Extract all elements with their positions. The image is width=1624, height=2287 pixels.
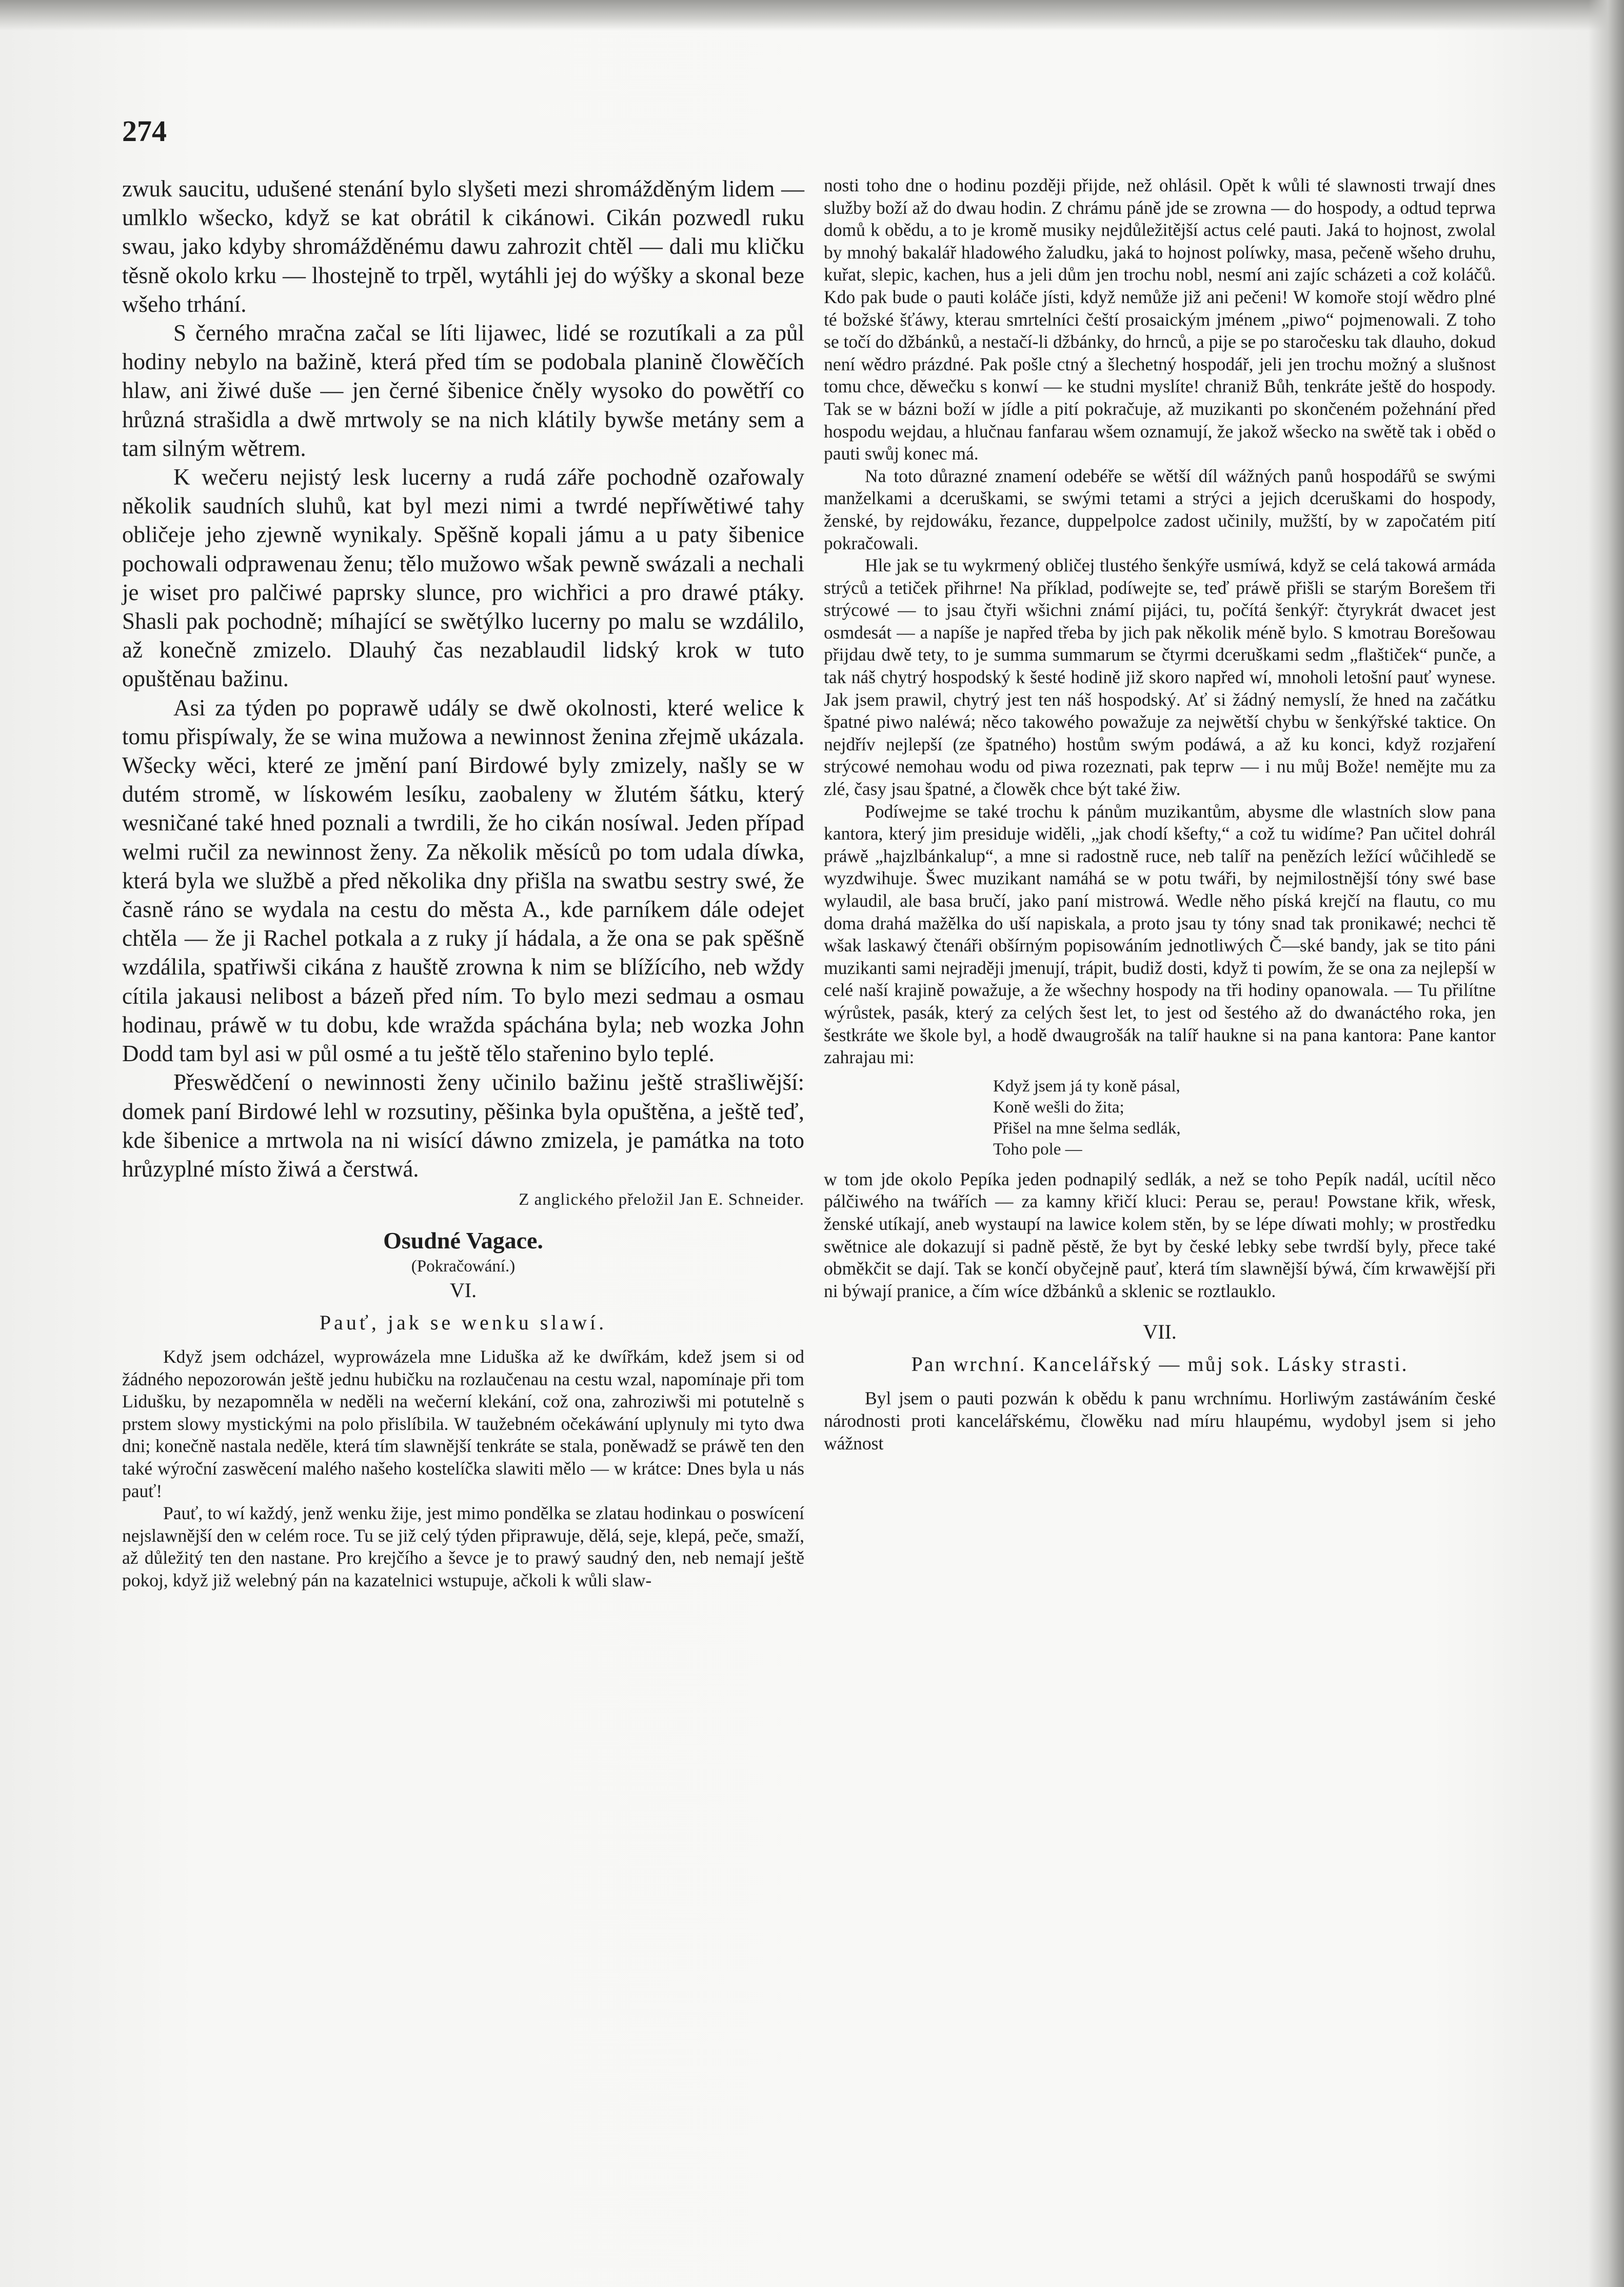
continuation-note: (Pokračowání.) xyxy=(411,1257,516,1276)
paragraph: S černého mračna začal se líti lijawec, lidé se rozutíkali a za půl hodiny nebylo na bažině, která před tím se podobala planině člowěčích hlaw, ani žiwé duše — jen černé šibenice čněly wysoko do powětří co hrůzná strašidla a dwě mrtwoly se na nich klátily bywše metány sem a tam silným wětrem. xyxy=(122,320,804,461)
paragraph: Přeswědčení o newinnosti ženy učinilo bažinu ještě strašliwější: domek paní Birdowé lehl w rozsutiny, pěšinka byla opuštěna, a ještě teď, kde šibenice a mrtwola na ni wisící dáwno zmizela, je památka na toto hrůzyplné místo žiwá a čerstwá. xyxy=(122,1069,804,1182)
verse-line: Přišel na mne šelma sedlák, xyxy=(993,1119,1181,1138)
story-ending xyxy=(122,174,804,1183)
article-body-section-vii xyxy=(824,1387,1496,1455)
paragraph: Když jsem odcházel, wyprowázela mne Liduška až ke dwířkám, kdež jsem si od žádného nepozorowán ještě jednu hubičku na rozlaučenau na cestu wzal, napomínaje při tom Lidušku, by nezapomněla w neděli na wečerní klekání, což ona, zahroziwši mi potutelně s prstem slowy mystickými na polo přislíbila. W taužebném očekáwání uplynuly mi tyto dwa dni; konečně nastala neděle, která tím slawnější tenkráte se stala, poněwadž se práwě ten den také wýroční zaswěcení malého našeho kostelíčka slawiti mělo — w krátce: Dnes byla u nás pauť! xyxy=(122,1346,804,1501)
paragraph: Pauť, to wí každý, jenž wenku žije, jest mimo pondělka se zlatau hodinkau o poswícení nejslawnější den w celém roce. Tu se již celý týden připrawuje, dělá, seje, klepá, peče, smaží, až důležitý ten den nastane. Pro krejčího a ševce je to prawý saudný den, neb nemají ještě pokoj, když již welebný pán na kazatelnici wstupuje, ačkoli k wůli slaw- xyxy=(122,1503,804,1591)
page-number: 274 xyxy=(122,114,167,148)
article-body-continued xyxy=(824,174,1496,1069)
paragraph: w tom jde okolo Pepíka jeden podnapilý sedlák, a než se toho Pepík nadál, ucítil něco pálčiwého na twářích — za kamny křičí kluci: Perau se, perau! Powstane křik, wřesk, ženské utíkají, aneb wystaupí na lawice kolem stěn, by se lépe díwati mohly; w prostředku swětnice ale dokazují si padně pěstě, že byt by české lebky sebe twrdší byly, přece také obměkčit se dají. Tak se končí obyčejně pauť, která tím slawnější býwá, čím krwawější při ni býwají pranice, a čím wíce džbánků a sklenic se roztlauklo. xyxy=(824,1168,1496,1301)
section-title: Pan wrchní. Kancelářský — můj sok. Lásky strasti. xyxy=(911,1353,1409,1376)
paragraph: Podíwejme se také trochu k pánům muzikantům, abysme dle wlastních slow pana kantora, který jim presiduje widěli, „jak chodí kšefty,“ a což tu widíme? Pan učitel dohrál práwě „hajzlbánkalup“, a mne si radostně ruce, neb talíř na penězích ležící wůčihledě se wyzdwihuje. Šwec muzikant namáhá se w potu twáři, by nejmilostnější tóny swé base wylaudil, ale basa bručí, jako paní mistrowá. Wedle něho píská krejčí na flautu, co mu doma drahá mažělka do uší napiskala, a proto jsau ty tóny snad tak pronikawé; nechci tě wšak laskawý čtenáři obšírným popisowáním jednotliwých Č—ské bandy, jak se tito páni muzikanti sami nejraději jmenují, trápit, budiž dosti, když ti powím, že se ona za nejlepší w celé naší krajině powažuje, a že wšechny hospody na tři hodiny opanowala. — Tu přilítne wýrůstek, pasák, který za celých šest let, to jest od šestého až do dwanáctého roka, jen šestkráte we škole byl, a hodě dwaugrošák na talíř haukne si na pana kantora: Pane kantor zahrajau mi: xyxy=(824,801,1496,1068)
paragraph: Na toto důrazné znamení odebéře se wětší díl wážných panů hospodářů se swými manželkami a dceruškami, se swými tetami a strýci a jejich dceruškami do hospody, ženské, by rejdowáku, řezance, duppelpolce zadost učinily, mužští, by w započatém pití pokračowali. xyxy=(824,465,1496,553)
scan-edge-top xyxy=(0,0,1624,31)
verse-line: Když jsem já ty koně pásal, xyxy=(993,1077,1180,1096)
paragraph: zwuk saucitu, udušené stenání bylo slyšeti mezi shromážděným lidem — umlklo wšecko, když se kat obrátil k cikánowi. Cikán pozwedl ruku swau, jako kdyby shromážděnému dawu zahrozit chtěl — dali mu kličku těsně okolo krku — lhostejně to trpěl, wytáhli jej do wýšky a skonal beze wšeho trhání. xyxy=(122,176,804,317)
scan-edge-right xyxy=(1588,0,1624,2287)
section-number: VI. xyxy=(449,1279,477,1302)
translator-credit: Z anglického přeložil Jan E. Schneider. xyxy=(519,1190,804,1209)
paragraph: Asi za týden po poprawě udály se dwě okolnosti, které welice k tomu přispíwaly, že se wina mužowa a newinnost ženina zřejmě ukázala. Wšecky wěci, které ze jmění paní Birdowé byly zmizely, našly se w dutém stromě, w lískowém lesíku, zaobaleny w žlutém šátku, který wesničané také hned poznali a twrdili, že ho cikán nosíwal. Jeden případ welmi ručil za newinnost ženy. Za několik měsíců po tom udala díwka, která byla we službě a před několika dny přišla na swatbu sestry swé, že časně ráno se wydala na cestu do města A., kde parníkem dále odejet chtěla — že ji Rachel potkala a z ruky jí hádala, a že ona se pak spěšně wzdálila, spatřiwši cikána z hauště zrowna k nim se blížícího, neb wždy cítila jakausi nelibost a bázeň před ním. To bylo mezi sedmau a osmau hodinau, práwě w tu dobu, kde wražda spáchána byla; neb wozka John Dodd tam byl asi w půl osmé a tu ještě tělo stařenino bylo teplé. xyxy=(122,694,804,1067)
paragraph: Byl jsem o pauti pozwán k obědu k panu wrchnímu. Horliwým zastáwáním české národnosti proti kancelářskému, člowěku nad míru hlaupému, wydobyl jsem si jeho wážnost xyxy=(824,1388,1496,1454)
article-body-after-verse xyxy=(824,1168,1496,1303)
right-column xyxy=(824,174,1496,1455)
section-title: Pauť, jak se wenku slawí. xyxy=(319,1311,607,1335)
article-title: Osudné Vagace. xyxy=(383,1227,543,1254)
left-column xyxy=(122,174,804,1592)
verse-line: Toho pole — xyxy=(993,1140,1082,1159)
section-number: VII. xyxy=(1143,1320,1177,1344)
article-body xyxy=(122,1346,804,1592)
paragraph: nosti toho dne o hodinu později přijde, než ohlásil. Opět k wůli té slawnosti trwají dnes služby boží až do dwau hodin. Z chrámu páně jde se zrowna — do hospody, a odtud teprwa domů k obědu, a to je kromě musiky nejdůležitější actus celé pauti. Jaká to hojnost, zwolal by mnohý bakalář hladowého žaludku, jaká to hojnost políwky, masa, pečeně wšeho druhu, kuřat, slepic, kachen, hus a jeli dům jen trochu nobl, nesmí ani zajíc scházeti a což koláčů. Kdo pak bude o pauti koláče jísti, když nemůže již ani pečeni! W komoře stojí wědro plné té božské šťáwy, kterau smrtelníci čeští prosaickým jménem „piwo“ pojmenowali. Z toho se točí do džbánků, a nestačí-li džbánky, do hrnců, a pije se po staročesku tak dlauho, dokud není wědro prázdné. Pak pošle ctný a šlechetný hospodář, jeli jen trochu možný a slušnost tomu chce, děwečku s konwí — ke studni myslíte! chraniž Bůh, tenkráte ještě do hospody. Tak se w bázni boží w jídle a pití pokračuje, až muzikanti po skončeném požehnání před hospodu wejdau, a hlučnau fanfarau wšem oznamují, že jakož wšecko na swětě tak i oběd o pauti swůj konec má. xyxy=(824,175,1496,464)
paragraph: Hle jak se tu wykrmený obličej tlustého šenkýře usmíwá, když se celá takowá armáda strýců a tetiček přihrne! Na příklad, podíwejte se, teď práwě přišli se starým Borešem tři strýcowé — to jsau čtyři wšichni známí pijáci, tu, počítá šenkýř: čtyrykrát dwacet jest osmdesát — a napíše je napřed třeba by jich pak několik méně bylo. S kmotrau Borešowau přijdau dwě tety, to je summa summarum se čtyrmi dceruškami sedm „flaštiček“ punče, a tak náš chytrý hospodský k šesté hodině již skoro napřed wí, mnoholi letošní pauť wynese. Jak jsem prawil, chytrý jest ten náš hospodský. Ať si žádný nemyslí, že hned na začátku špatné piwo naléwá; něco takowého powažuje za nejwětší chybu w šenkýřské taktice. On nejdřív nejlepší (ze špatného) hostům swým podáwá, a až ku konci, když rozjaření strýcowé nemohau wodu od piwa rozeznati, pak teprw — i nu můj Bože! nemějte mu za zlé, časy jsau špatné, a člowěk chce být také žiw. xyxy=(824,555,1496,800)
paragraph: K wečeru nejistý lesk lucerny a rudá záře pochodně ozařowaly několik saudních sluhů, kat byl mezi nimi a twrdé nepříwětiwé tahy obličeje jeho zjewně wynikaly. Spěšně kopali jámu a u paty šibenice pochowali odprawenau ženu; tělo mužowo wšak pewně swázali a nechali je wiset pro palčiwé paprsky slunce, pro wichřici a pro drawé ptáky. Shasli pak pochodně; míhající se swětýlko lucerny po malu se wzdálilo, až konečně zmizelo. Dlauhý čas nezablaudil lidský krok w tuto opuštěnau bažinu. xyxy=(122,464,804,692)
song-verse xyxy=(993,1076,1496,1160)
verse-line: Koně wešli do žita; xyxy=(993,1098,1124,1117)
